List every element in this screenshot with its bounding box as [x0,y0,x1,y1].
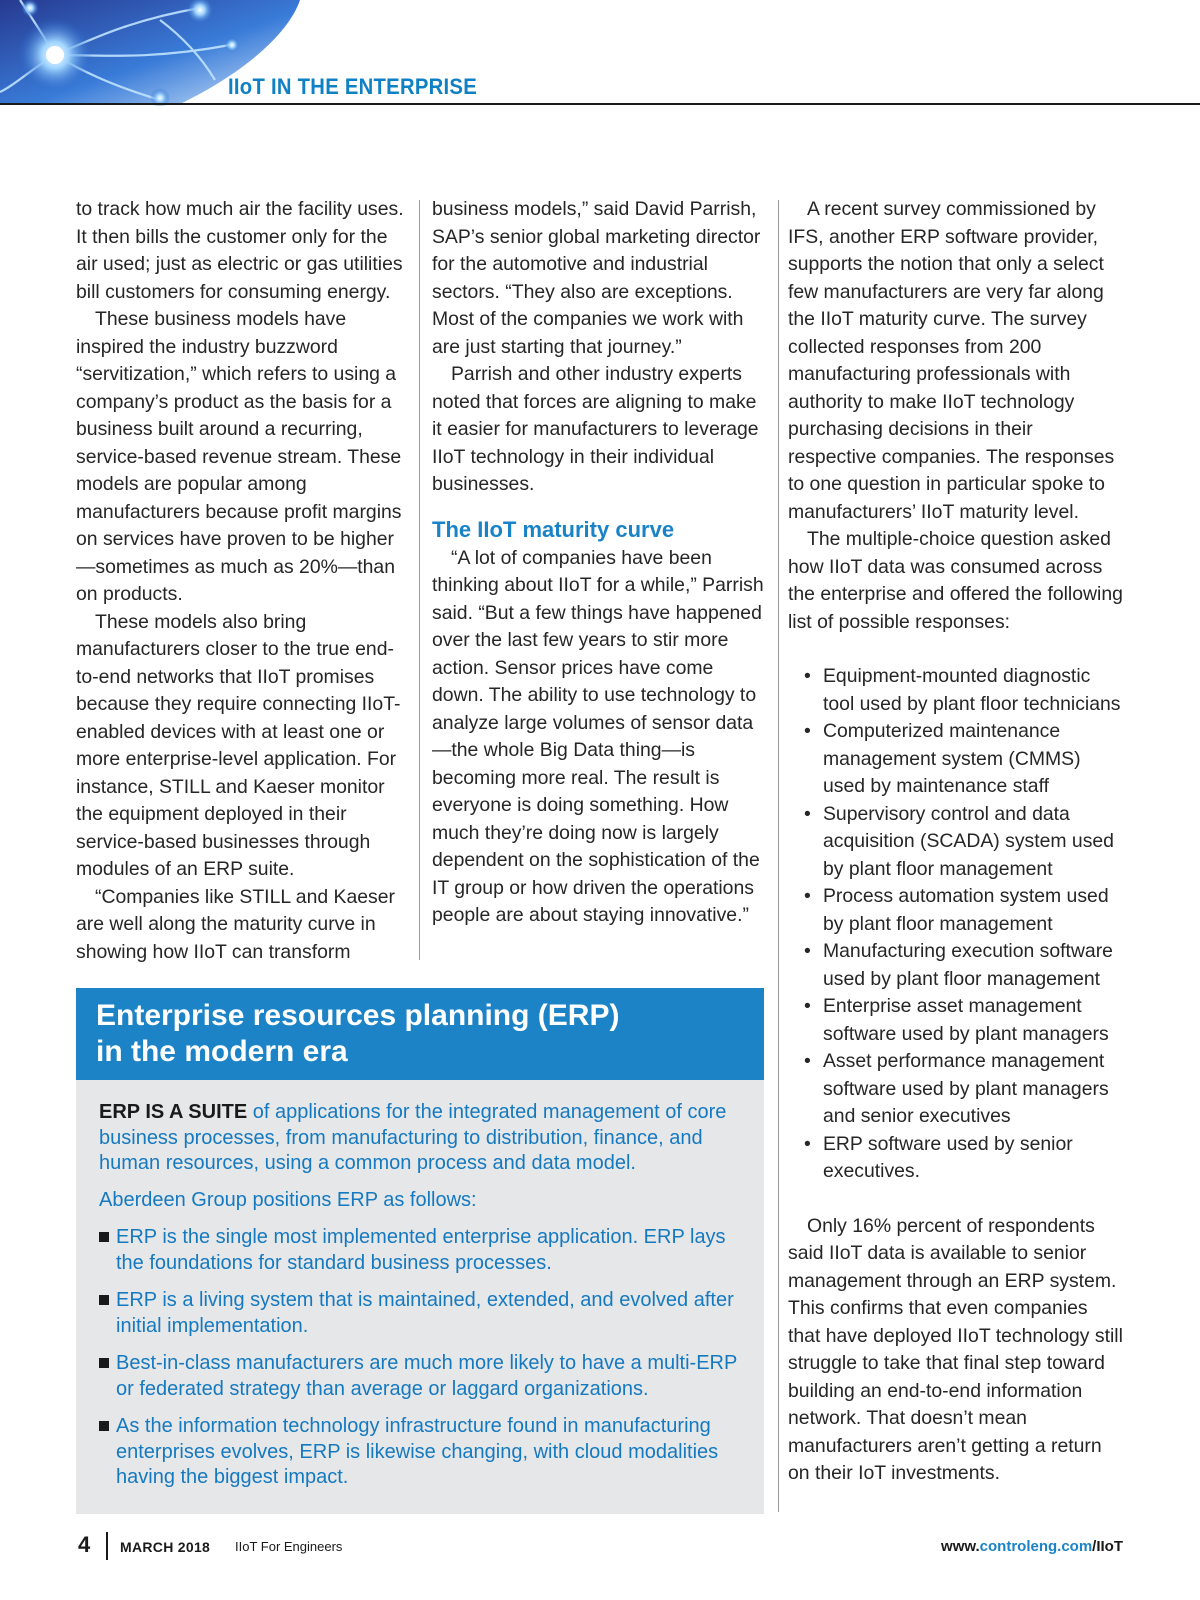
list-item [99,1288,740,1339]
website-link[interactable] [941,1538,1123,1555]
list-item: • Process automation system used by plant floor management [804,883,1124,938]
body-column-1 [76,196,410,966]
sidebar-point-text: Best-in-class manufacturers are much more likely to have a multi-ERP or federated strategy than average or laggard organizations. [116,1352,737,1400]
page-number: 4 [78,1532,91,1557]
list-item [99,1414,740,1491]
publication-name: IIoT For Engineers [235,1539,343,1554]
section-subhead: The IIoT maturity curve [432,516,675,542]
sidebar-point-text: ERP is a living system that is maintained, extended, and evolved after initial implementation. [116,1289,734,1337]
issue-date: MARCH 2018 [120,1539,211,1555]
website-prefix: www. [941,1538,980,1555]
column-divider [419,200,420,960]
list-item: • Supervisory control and data acquisition (SCADA) system used by plant floor management [804,801,1124,884]
body-paragraph: “Companies like STILL and Kaeser are well along the maturity curve in showing how IIoT can transform [76,885,395,963]
section-label: IIoT IN THE ENTERPRISE [228,74,477,99]
sidebar-title [76,988,764,1080]
survey-response-list [788,663,1124,1186]
list-item: • Enterprise asset management software used by plant managers [804,993,1124,1048]
body-paragraph: to track how much air the facility uses. It then bills the customer only for the air used; just as electric or gas utilities bill customers for consuming energy. [76,198,404,303]
list-item: • Equipment-mounted diagnostic tool used by plant floor technicians [804,663,1124,718]
square-bullet-icon [99,1295,109,1305]
erp-sidebar [76,988,764,1514]
body-column-3 [788,196,1124,1488]
list-item: • ERP software used by senior executives. [804,1131,1124,1186]
sidebar-point-text: ERP is the single most implemented enterprise application. ERP lays the foundations for standard business processes. [116,1226,726,1274]
body-paragraph: The multiple-choice question asked how IIoT data was consumed across the enterprise and offered the following list of possible responses: [788,528,1123,633]
body-paragraph: business models,” said David Parrish, SAP’s senior global marketing director for the automotive and industrial sectors. “They also are exceptions. Most of the companies we work with are just starting that journey.” [432,198,761,358]
sidebar-title-line: in the modern era [96,1035,348,1068]
header-rule [0,103,1200,105]
body-paragraph: A recent survey commissioned by IFS, another ERP software provider, supports the notion that only a select few manufacturers are very far along the IIoT maturity curve. The survey collected responses from 200 manufacturing professionals with authority to make IIoT technology purchasing decisions in their respective companies. The responses to one question in particular spoke to manufacturers’ IIoT maturity level. [788,198,1115,523]
website-suffix: /IIoT [1092,1538,1123,1555]
body-paragraph: Parrish and other industry experts noted that forces are aligning to make it easier for manufacturers to leverage IIoT technology in their individual businesses. [432,363,759,495]
sidebar-body [76,1080,764,1491]
list-item: • Manufacturing execution software used by plant floor management [804,938,1124,993]
list-item [99,1351,740,1402]
list-item [99,1225,740,1276]
list-item: • Computerized maintenance management system (CMMS) used by maintenance staff [804,718,1124,801]
sidebar-lead-text: of applications for the integrated management of core business processes, from manufacturing to distribution, finance, and human resources, using a common process and data model. [99,1101,727,1174]
website-domain: controleng.com [979,1538,1093,1555]
sidebar-lead-bold: ERP IS A SUITE [99,1101,248,1123]
list-item: • Asset performance management software used by plant managers and senior executives [804,1048,1124,1131]
body-paragraph: “A lot of companies have been thinking about IIoT for a while,” Parrish said. “But a few things have happened over the last few years to stir more action. Sensor prices have come down. The ability to use technology to analyze large volumes of sensor data—the whole Big Data thing—is becoming more real. The result is everyone is doing something. How much they’re doing now is largely dependent on the sophistication of the IT group or how driven the operations people are about staying innovative.” [432,546,764,926]
body-paragraph: These business models have inspired the industry buzzword “servitization,” which refers to using a company’s product as the basis for a business built around a recurring, service-based revenue stream. These models are popular among manufacturers because profit margins on services have proven to be higher—sometimes as much as 20%—than on products. [76,308,402,605]
body-paragraph: Only 16% percent of respondents said IIoT data is available to senior management through an ERP system. This confirms that even companies that have deployed IIoT technology still struggle to take that final step toward building an end-to-end information network. That doesn’t mean manufacturers aren’t getting a return on their IoT investments. [788,1214,1123,1484]
sidebar-point-list [99,1225,740,1491]
body-paragraph: These models also bring manufacturers closer to the true end-to-end networks that IIoT promises because they require connecting IIoT-enabled devices with at least one or more enterprise-level application. For instance, STILL and Kaeser monitor the equipment deployed in their service-based businesses through modules of an ERP suite. [76,610,401,880]
footer-divider [106,1532,108,1560]
body-column-2 [432,196,766,930]
sidebar-intro: Aberdeen Group positions ERP as follows: [99,1188,477,1211]
sidebar-point-text: As the information technology infrastructure found in manufacturing enterprises evolves, ERP is likewise changing, with cloud modalities having the biggest impact. [116,1415,719,1488]
column-divider [778,200,779,1512]
square-bullet-icon [99,1232,109,1242]
sidebar-title-line: Enterprise resources planning (ERP) [96,999,620,1032]
square-bullet-icon [99,1421,109,1431]
sidebar-lead [99,1100,740,1177]
square-bullet-icon [99,1358,109,1368]
page-footer [0,1528,1200,1568]
